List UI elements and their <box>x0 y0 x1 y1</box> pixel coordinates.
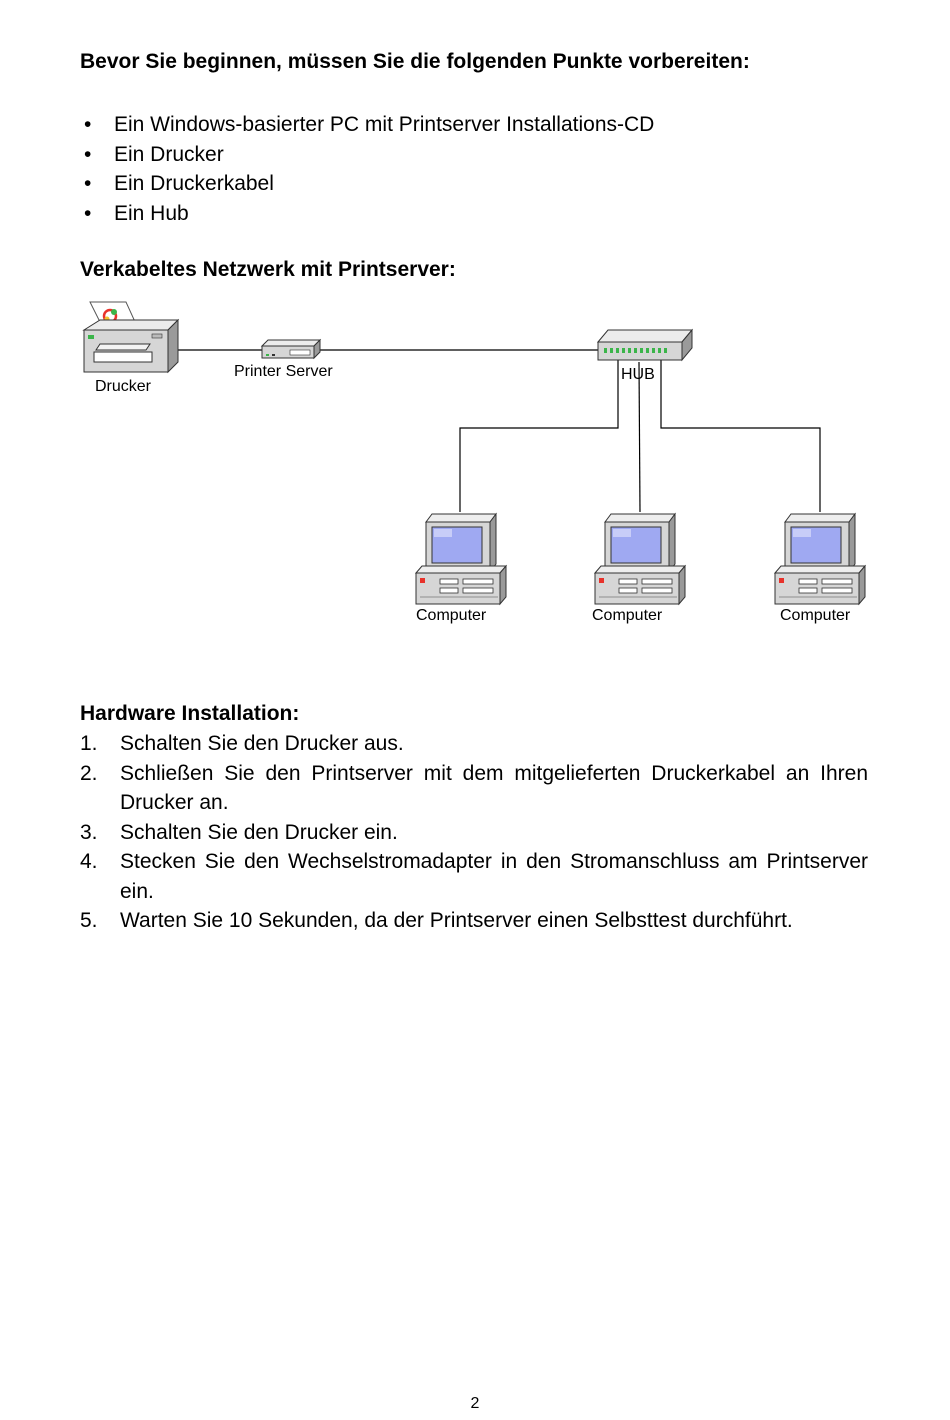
step-number: 4. <box>80 850 98 873</box>
list-item <box>80 759 868 818</box>
step-text: Warten Sie 10 Sekunden, da der Printserver einen Selbsttest durchführt. <box>120 909 793 932</box>
list-item <box>80 818 868 848</box>
computer-label: Computer <box>592 607 663 624</box>
computer-label: Computer <box>780 607 851 624</box>
bullet-icon: • <box>84 113 92 136</box>
step-text: Schalten Sie den Drucker aus. <box>120 732 404 755</box>
step-text: Stecken Sie den Wechselstromadapter in den Stromanschluss am Printserver ein. <box>120 850 868 903</box>
computer-icon <box>775 514 865 604</box>
list-item <box>80 110 654 140</box>
network-diagram <box>0 290 950 635</box>
list-item-text: Ein Druckerkabel <box>114 172 274 195</box>
requirements-list <box>80 110 654 228</box>
computer-icon <box>416 514 506 604</box>
step-number: 2. <box>80 761 98 785</box>
list-item <box>80 169 654 199</box>
step-number: 3. <box>80 820 98 844</box>
computer-icon <box>595 514 685 604</box>
list-item <box>80 729 868 759</box>
list-item <box>80 847 868 906</box>
page-number: 2 <box>470 1395 480 1412</box>
step-number: 1. <box>80 732 98 755</box>
computer-label: Computer <box>416 607 487 624</box>
list-item-text: Ein Drucker <box>114 142 224 166</box>
bullet-icon: • <box>84 142 92 166</box>
bullet-icon: • <box>84 172 92 195</box>
print-server-icon <box>262 340 320 358</box>
installation-steps <box>80 729 868 936</box>
list-item-text: Ein Hub <box>114 201 189 225</box>
list-item <box>80 140 654 170</box>
printer-label: Drucker <box>95 378 152 395</box>
bullet-icon: • <box>84 201 92 225</box>
step-number: 5. <box>80 909 98 932</box>
network-heading: Verkabeltes Netzwerk mit Printserver: <box>80 258 456 281</box>
intro-heading: Bevor Sie beginnen, müssen Sie die folgenden Punkte vorbereiten: <box>80 50 750 73</box>
list-item <box>80 199 654 229</box>
list-item <box>80 906 868 936</box>
step-text: Schalten Sie den Drucker ein. <box>120 820 398 844</box>
hub-label: HUB <box>621 366 655 383</box>
print-server-label: Printer Server <box>234 363 333 380</box>
hub-icon <box>598 330 692 360</box>
printer-icon <box>84 302 178 372</box>
list-item-text: Ein Windows-basierter PC mit Printserver Installations-CD <box>114 113 655 136</box>
step-text: Schließen Sie den Printserver mit dem mitgelieferten Druckerkabel an Ihren Drucker an. <box>120 761 868 814</box>
hardware-heading: Hardware Installation: <box>80 702 300 725</box>
